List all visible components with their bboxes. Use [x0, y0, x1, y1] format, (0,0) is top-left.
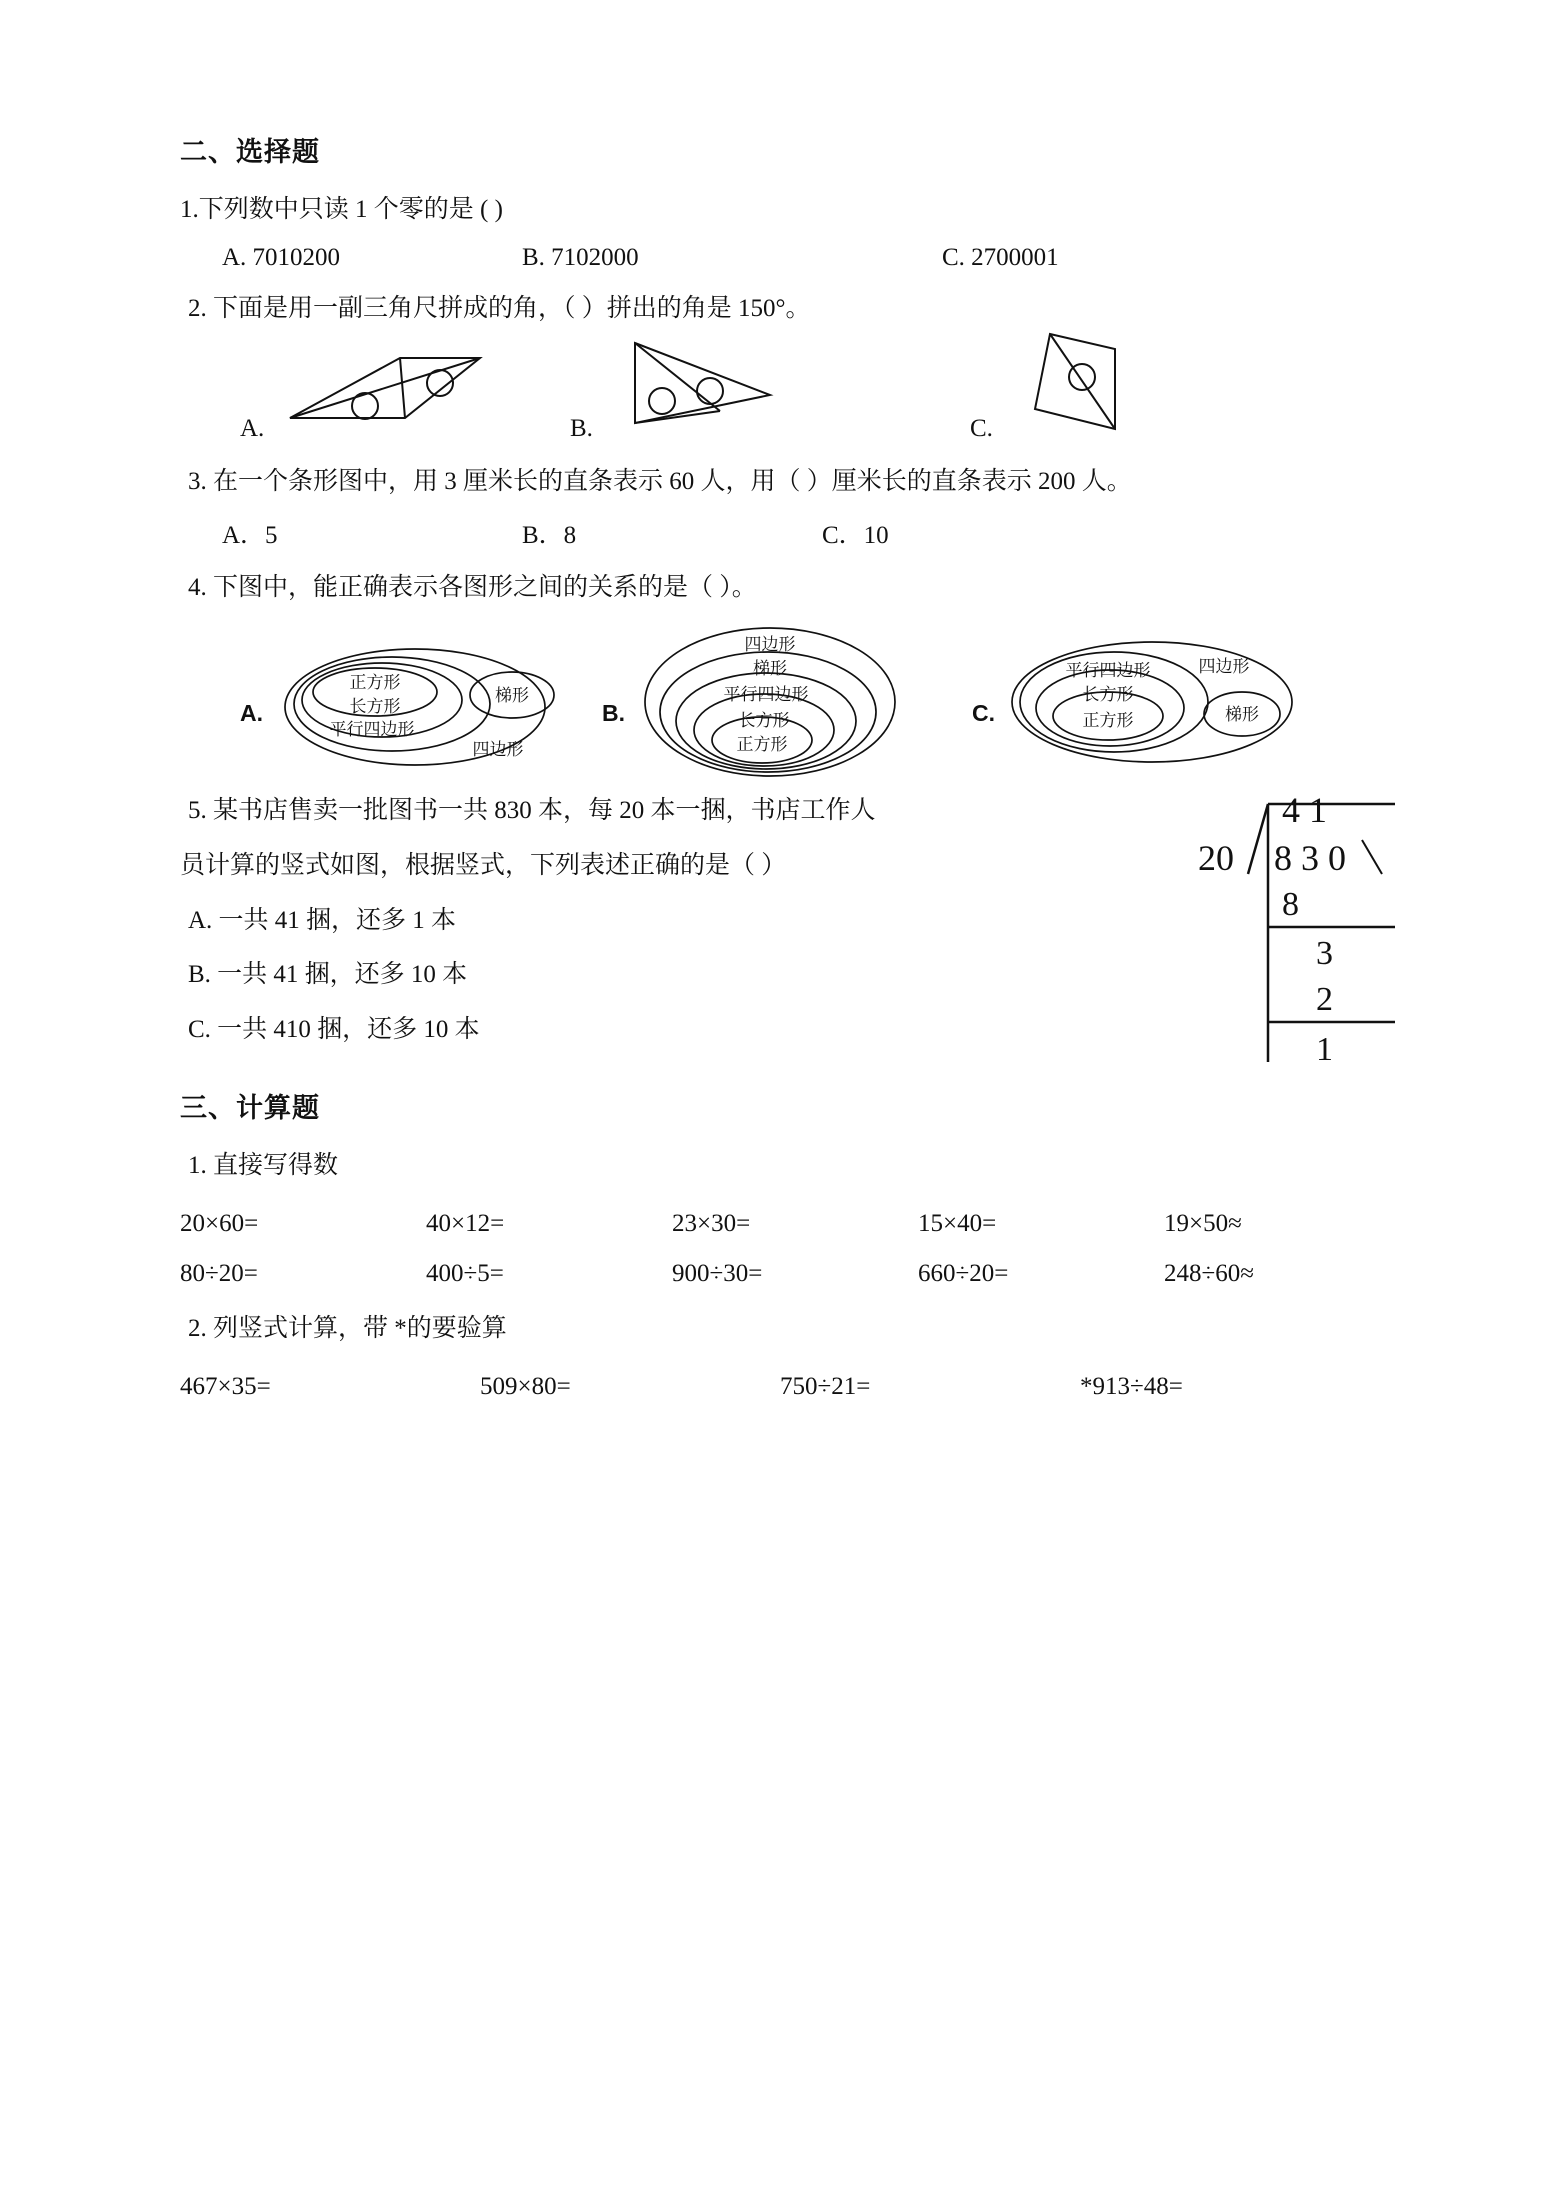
q5-option-c[interactable]: C. 一共 410 捆，还多 10 本: [188, 1016, 480, 1043]
svg-text:4 1: 4 1: [1282, 790, 1327, 830]
question-5-line1: 5. 某书店售卖一批图书一共 830 本，每 20 本一捆，书店工作人: [188, 797, 876, 824]
q3-option-b[interactable]: B．8: [522, 522, 577, 550]
question-2-figures: [180, 343, 1410, 453]
calc-2-2: 400÷5=: [426, 1259, 504, 1287]
svg-text:四边形: 四边形: [472, 740, 524, 759]
question-4-text: 4. 下图中，能正确表示各图形之间的关系的是（ ）。: [188, 574, 757, 602]
svg-text:平行四边形: 平行四边形: [329, 720, 415, 739]
question-1-text: 1.下列数中只读 1 个零的是 ( ): [180, 196, 503, 223]
svg-text:平行四边形: 平行四边形: [1065, 661, 1151, 680]
calc-2-4: 660÷20=: [918, 1259, 1009, 1287]
svg-text:3: 3: [1316, 935, 1333, 972]
question-2-text: 2. 下面是用一副三角尺拼成的角，（ ）拼出的角是 150°。: [188, 294, 811, 322]
calc-2-1: 80÷20=: [180, 1259, 258, 1287]
svg-text:长方形: 长方形: [1082, 685, 1134, 704]
q4-venn-c: [1004, 636, 1294, 771]
svg-text:8: 8: [1282, 886, 1299, 923]
question-3-options: [180, 515, 1410, 551]
svg-text:8 3 0: 8 3 0: [1274, 838, 1346, 878]
q4-venn-b: [642, 622, 902, 782]
svg-text:2: 2: [1316, 981, 1333, 1018]
svg-text:四边形: 四边形: [744, 635, 796, 654]
q5-long-division-figure: [1190, 782, 1420, 1068]
svg-text:平行四边形: 平行四边形: [723, 685, 809, 704]
q5-option-b[interactable]: B. 一共 41 捆，还多 10 本: [188, 961, 468, 989]
svg-text:20: 20: [1198, 838, 1234, 878]
q3-option-a[interactable]: A．5: [222, 522, 278, 550]
svg-text:正方形: 正方形: [1082, 711, 1134, 730]
q1-option-c[interactable]: C. 2700001: [942, 243, 1059, 271]
q2-figure-c: [1010, 329, 1180, 444]
calc-1-2: 40×12=: [426, 1209, 505, 1237]
compute-sub1-row1: [180, 1210, 1410, 1238]
q1-option-b[interactable]: B. 7102000: [522, 243, 639, 271]
question-5-line2: 员计算的竖式如图，根据竖式，下列表述正确的是（ ）: [180, 851, 787, 879]
calc-2-3: 900÷30=: [672, 1259, 763, 1287]
question-5: [180, 792, 1410, 1082]
svg-text:四边形: 四边形: [1198, 657, 1250, 676]
compute-sub1-label: 1. 直接写得数: [188, 1152, 339, 1179]
svg-text:1: 1: [1316, 1031, 1333, 1068]
question-4-figures: [180, 622, 1410, 782]
q4-label-a: A.: [240, 700, 263, 726]
calc-1-4: 15×40=: [918, 1209, 997, 1237]
question-1-options: [180, 244, 1410, 272]
calc-3-3: 750÷21=: [780, 1372, 871, 1400]
q4-label-c: C.: [972, 700, 995, 726]
calc-1-5: 19×50≈: [1164, 1209, 1242, 1237]
svg-text:梯形: 梯形: [753, 659, 787, 678]
q1-option-a[interactable]: A. 7010200: [222, 243, 341, 271]
svg-text:正方形: 正方形: [736, 735, 788, 754]
calc-2-5: 248÷60≈: [1164, 1259, 1254, 1287]
svg-text:梯形: 梯形: [1225, 705, 1259, 724]
worksheet-content: [180, 130, 1410, 1419]
q2-figure-a: [280, 338, 490, 443]
calc-3-2: 509×80=: [480, 1372, 571, 1400]
calc-1-1: 20×60=: [180, 1209, 259, 1237]
q2-label-c: C.: [970, 414, 993, 442]
svg-text:长方形: 长方形: [349, 697, 401, 716]
q3-option-c[interactable]: C．10: [822, 522, 889, 550]
calc-3-4: *913÷48=: [1080, 1372, 1183, 1400]
svg-text:长方形: 长方形: [738, 711, 790, 730]
question-5-text: [180, 792, 1180, 1050]
svg-text:正方形: 正方形: [349, 673, 401, 692]
q2-figure-b: [610, 333, 810, 443]
q2-label-a: A.: [240, 414, 265, 442]
q5-option-a[interactable]: A. 一共 41 捆，还多 1 本: [188, 906, 457, 934]
calc-1-3: 23×30=: [672, 1209, 751, 1237]
q4-venn-a: [280, 642, 580, 772]
svg-text:梯形: 梯形: [495, 686, 529, 705]
section-title-choice: 二、选择题: [180, 137, 320, 167]
compute-sub2-label: 2. 列竖式计算，带 *的要验算: [188, 1314, 507, 1342]
calc-3-1: 467×35=: [180, 1372, 271, 1400]
q2-label-b: B.: [570, 414, 593, 442]
section-title-compute: 三、计算题: [180, 1093, 320, 1123]
question-3-text: 3. 在一个条形图中，用 3 厘米长的直条表示 60 人，用（ ）厘米长的直条表示 200 人。: [188, 467, 1132, 495]
q4-label-b: B.: [602, 700, 625, 726]
compute-sub1-row2: [180, 1260, 1410, 1288]
compute-sub2-row1: [180, 1373, 1410, 1401]
